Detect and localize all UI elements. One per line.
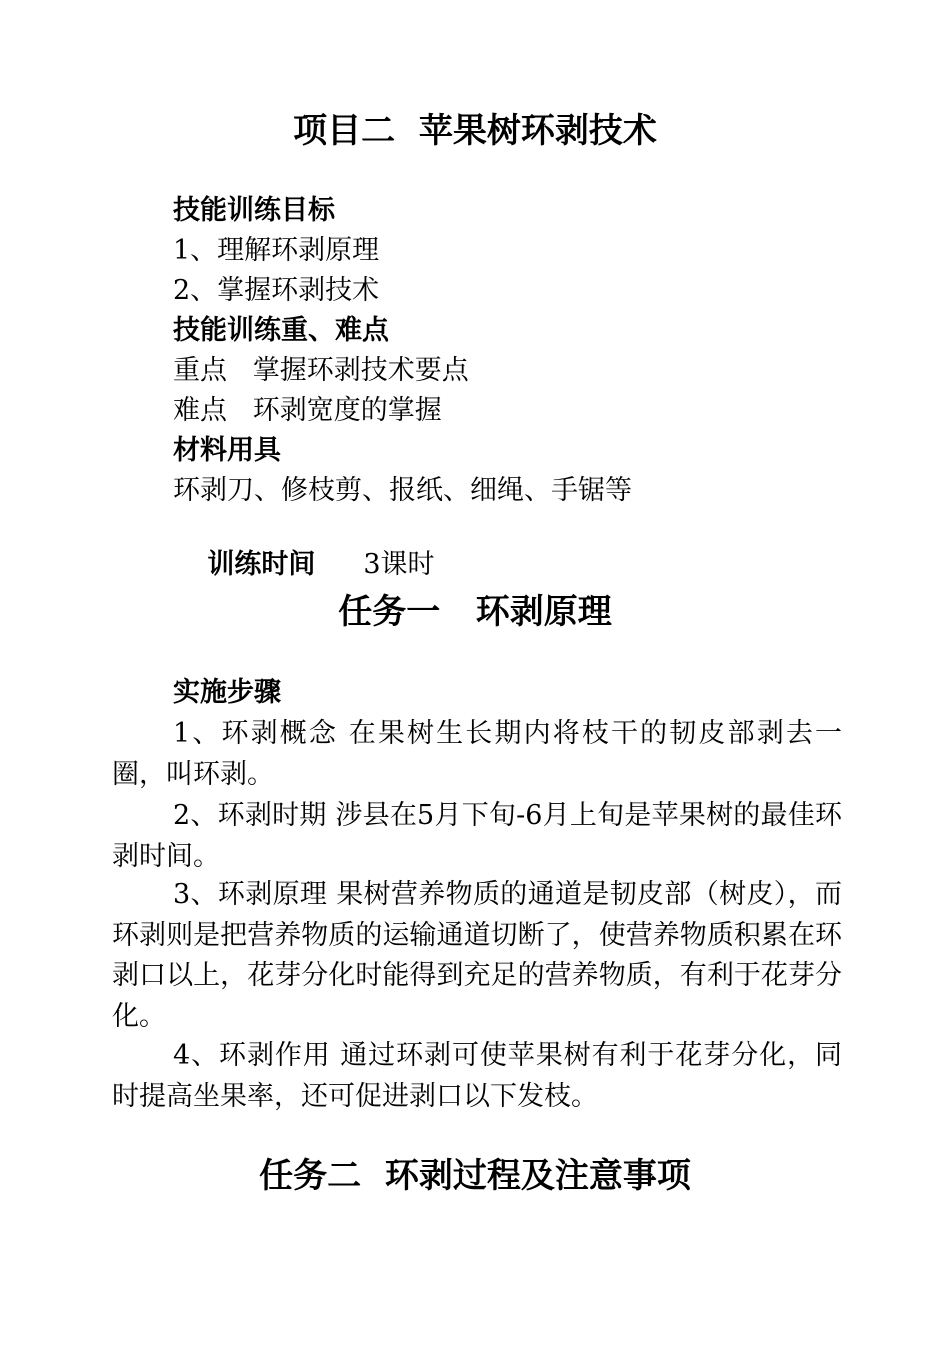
key-points-heading: 技能训练重、难点: [173, 315, 389, 346]
materials-text: 环剥刀、修枝剪、报纸、细绳、手锯等: [173, 475, 632, 506]
objectives-heading: 技能训练目标: [173, 195, 335, 226]
step-paragraph-1: 1、环剥概念 在果树生长期内将枝干的韧皮部剥去一圈，叫环剥。: [112, 718, 842, 790]
task2-title: 任务二 环剥过程及注意事项: [259, 1156, 691, 1196]
objective-item-1: 1、理解环剥原理: [173, 235, 380, 266]
steps-heading: 实施步骤: [173, 677, 281, 708]
task1-title: 任务一 环剥原理: [338, 592, 612, 632]
focus-point: 重点 掌握环剥技术要点: [173, 355, 469, 386]
materials-heading: 材料用具: [173, 435, 281, 466]
step-paragraph-4: 4、环剥作用 通过环剥可使苹果树有利于花芽分化，同时提高坐果率，还可促进剥口以下发枝。: [112, 1040, 842, 1112]
step-paragraph-3: 3、环剥原理 果树营养物质的通道是韧皮部（树皮），而环剥则是把营养物质的运输通道切断了，使营养物质积累在环剥口以上，花芽分化时能得到充足的营养物质，有利于花芽分化。: [112, 879, 842, 1032]
training-time-heading: 训练时间: [207, 549, 316, 580]
step-paragraph-2: 2、环剥时期 涉县在5月下旬-6月上旬是苹果树的最佳环剥时间。: [112, 800, 842, 872]
difficulty-point: 难点 环剥宽度的掌握: [173, 395, 442, 426]
objective-item-2: 2、掌握环剥技术: [173, 275, 380, 306]
training-time-value: 3课时: [363, 549, 435, 580]
main-title: 项目二 苹果树环剥技术: [293, 111, 657, 151]
